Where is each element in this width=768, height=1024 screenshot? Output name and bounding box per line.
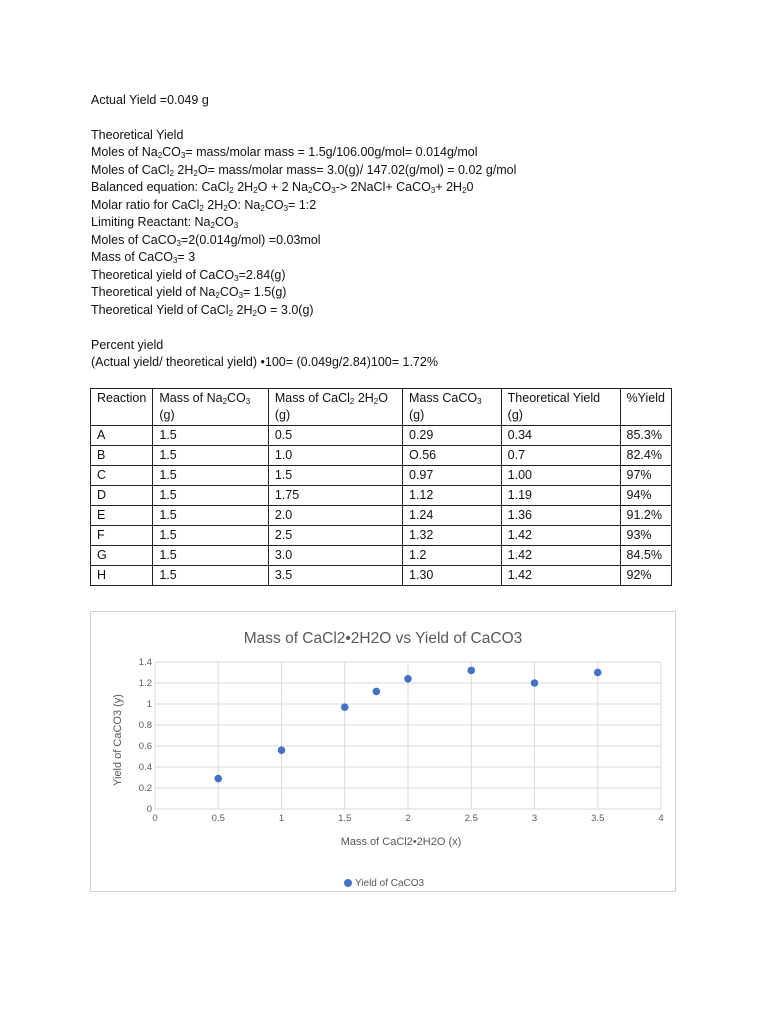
y-axis-label: Yield of CaCO3 (y) [112,694,124,786]
table-cell: 1.42 [501,526,620,546]
table-cell: 1.75 [268,486,402,506]
table-cell: 3.5 [268,566,402,586]
table-header-cell: Mass CaCO$_3$ (g) [403,389,502,426]
text-line: Mass of CaCO$_3$= 3 [91,250,196,265]
table-row [91,526,672,546]
x-tick-label: 1 [278,813,285,824]
y-tick-label: 0.4 [138,762,152,773]
table-cell: B [91,446,153,466]
table-cell: 1.32 [403,526,502,546]
chart-container [90,611,676,892]
table-cell: H [91,566,153,586]
text-line: Theoretical yield of $Na_2CO_3= 1.5(g)$ [91,285,287,300]
scatter-chart [91,612,675,891]
x-tick-label: 4 [658,813,664,824]
data-point [594,669,602,677]
table-header-cell: Mass of $Na_2CO_3$ (g) [153,389,269,426]
text-line: Balanced equation: CaCl$_2$ $2H_2O + 2$ $Na_2CO_3->$ 2NaCl+ CaCO$_3$+ $2H_20$ [91,180,474,195]
text-line: Theoretical yield of CaCO$_3$=2.84(g) [91,268,286,283]
table-cell: 85.3% [620,426,671,446]
x-axis-label: Mass of CaCl2•2H2O (x) [340,836,462,848]
y-tick-label: 1 [146,699,152,710]
table-cell: 0.7 [501,446,620,466]
x-tick-label: 2 [405,813,411,824]
table-cell: 97% [620,466,671,486]
table-cell: 1.24 [403,506,502,526]
data-point [404,675,412,683]
table-cell: 1.42 [501,546,620,566]
results-table [90,388,672,586]
table-cell: 0.29 [403,426,502,446]
table-cell: 2.5 [268,526,402,546]
data-point [214,775,222,783]
table-header-cell: Reaction [91,389,153,426]
text-line: Theoretical Yield [91,128,184,142]
table-cell: 93% [620,526,671,546]
data-point [531,679,539,687]
table-cell: 94% [620,486,671,506]
data-point [278,746,286,754]
table-cell: D [91,486,153,506]
table-header-row [91,389,672,426]
x-tick-label: 0.5 [211,813,225,824]
table-cell: C [91,466,153,486]
y-tick-label: 1.2 [138,678,152,689]
table-row [91,466,672,486]
table-cell: A [91,426,153,446]
table-cell: 82.4% [620,446,671,466]
x-tick-label: 3.5 [591,813,605,824]
y-tick-label: 0 [146,804,152,815]
table-row [91,486,672,506]
text-line: Molar ratio for CaCl$_2$ $2H_2O$: $Na_2CO_3=$ 1:2 [91,198,317,213]
table-cell: 91.2% [620,506,671,526]
table-cell: 2.0 [268,506,402,526]
x-tick-label: 0 [152,813,158,824]
table-cell: 1.5 [153,526,269,546]
y-tick-label: 0.6 [138,741,152,752]
table-cell: 1.30 [403,566,502,586]
data-point [341,703,349,711]
table-cell: 1.5 [153,566,269,586]
table-cell: 92% [620,566,671,586]
text-line: (Actual yield/ theoretical yield) •100= (0.049g/2.84)100= 1.72% [91,355,438,369]
table-row [91,546,672,566]
text-line: Moles of $Na_2CO_3=$ mass/molar mass = 1.5g/106.00g/mol= 0.014g/mol [91,145,478,160]
y-tick-label: 0.2 [138,783,152,794]
table-header-cell: %Yield [620,389,671,426]
table-cell: 1.5 [153,546,269,566]
y-tick-label: 1.4 [138,657,152,668]
table-cell: 1.00 [501,466,620,486]
table-cell: E [91,506,153,526]
chart-legend [344,878,425,889]
table-cell: 1.42 [501,566,620,586]
table-header-cell: Mass of CaCl$_2$ $2H_2O$ (g) [268,389,402,426]
text-line: Limiting Reactant: $Na_2CO_3$ [91,215,239,230]
table-cell: 1.5 [268,466,402,486]
table-cell: O.56 [403,446,502,466]
data-point [467,667,475,675]
table-cell: 1.36 [501,506,620,526]
text-line: Theoretical Yield of CaCl$_2$ $2H_2O = 3.0(g)$ [91,303,314,318]
x-axis-ticks [152,813,663,824]
table-cell: 0.5 [268,426,402,446]
table-row [91,506,672,526]
data-point [373,688,381,696]
table-cell: 1.5 [153,466,269,486]
table-cell: 1.0 [268,446,402,466]
table-row [91,566,672,586]
table-cell: F [91,526,153,546]
chart-title: Mass of CaCl2•2H2O vs Yield of CaCO3 [243,630,523,647]
table-cell: 1.5 [153,506,269,526]
text-line: Moles of CaCl$_2$ $2H_2O=$ mass/molar mass= 3.0(g)/ 147.02(g/mol) = 0.02 g/mol [91,163,517,178]
table-cell: 1.12 [403,486,502,506]
table-row [91,446,672,466]
x-tick-label: 2.5 [464,813,478,824]
x-tick-label: 3 [531,813,538,824]
text-line: Moles of CaCO$_3$=2(0.014g/mol) =0.03mol [91,233,321,248]
text-line: Actual Yield =0.049 g [91,93,209,107]
y-axis-ticks [139,657,152,815]
table-cell: 1.5 [153,446,269,466]
table-cell: G [91,546,153,566]
table-cell: 1.5 [153,486,269,506]
y-tick-label: 0.8 [138,720,152,731]
table-row [91,426,672,446]
x-tick-label: 1.5 [338,813,352,824]
legend-label: Yield of CaCO3 [355,878,425,889]
chart-gridlines [155,662,661,809]
table-header-cell: Theoretical Yield (g) [501,389,620,426]
table-cell: 0.97 [403,466,502,486]
text-line: Percent yield [91,338,164,352]
table-cell: 1.5 [153,426,269,446]
table-cell: 0.34 [501,426,620,446]
table-cell: 3.0 [268,546,402,566]
table-cell: 1.19 [501,486,620,506]
table-cell: 84.5% [620,546,671,566]
table-cell: 1.2 [403,546,502,566]
legend-marker [344,879,352,887]
